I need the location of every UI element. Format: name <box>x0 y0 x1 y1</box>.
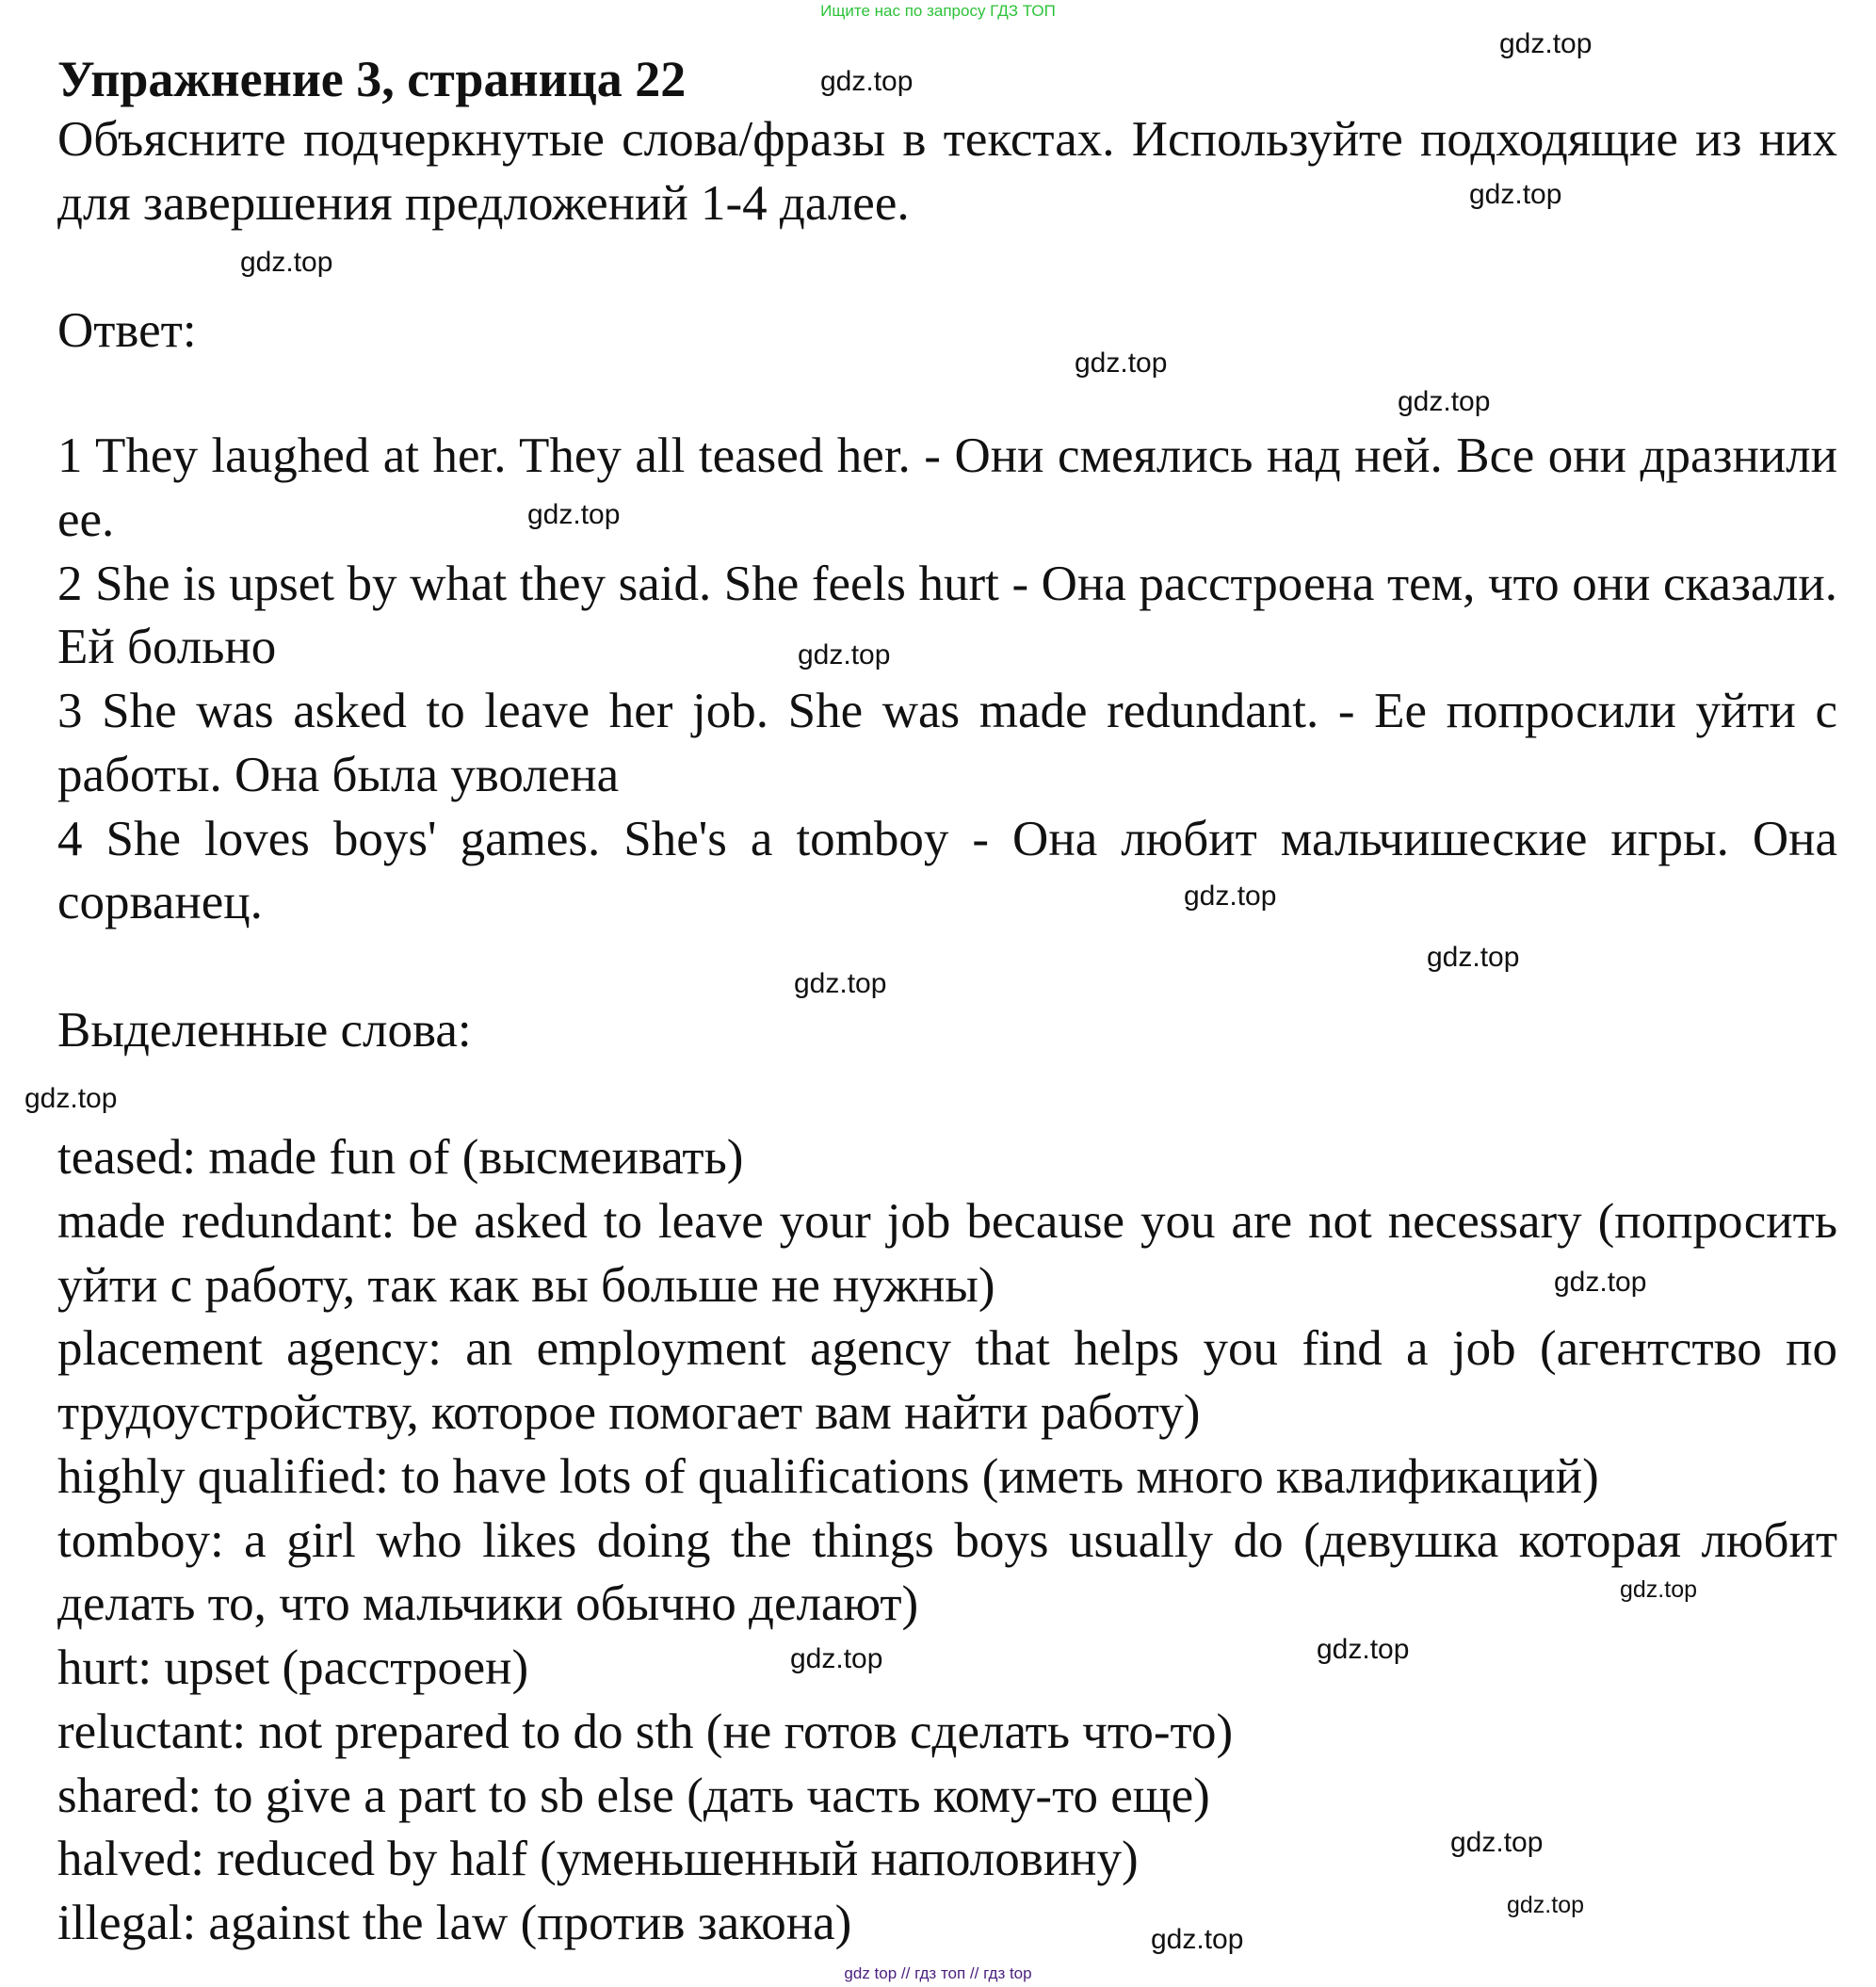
watermark: gdz.top <box>1184 880 1277 912</box>
instruction-text: Объясните подчеркнутые слова/фразы в текстах. Используйте подходящие из них для завершения предложений 1-4 далее. <box>57 112 1837 231</box>
bottom-banner: gdz top // гдз топ // гдз top <box>844 1964 1032 1982</box>
watermark: gdz.top <box>1554 1267 1647 1298</box>
watermark: gdz.top <box>798 639 891 670</box>
top-banner: Ищите нас по запросу ГДЗ ТОП <box>820 2 1056 20</box>
answer-label-text: Ответ: <box>57 303 197 358</box>
watermark: gdz.top <box>1151 1924 1244 1955</box>
definition-item: highly qualified: to have lots of qualifications (иметь много квалификаций) <box>57 1448 1599 1504</box>
definition-item: teased: made fun of (высмеивать) <box>57 1130 744 1185</box>
watermark: gdz.top <box>1075 347 1168 379</box>
definition-item: made redundant: be asked to leave your job because you are not necessary (попросить уйти с работу, так как вы больше не нужны) <box>57 1193 1837 1313</box>
answer-item: 4 She loves boys' games. She's a tomboy - Она любит мальчишеские игры. Она сорванец. <box>57 811 1837 930</box>
instruction <box>57 108 1837 236</box>
watermark: gdz.top <box>794 968 887 999</box>
definition-item: illegal: against the law (против закона) <box>57 1896 852 1950</box>
watermark: gdz.top <box>1507 1892 1585 1918</box>
definition-item: shared: to give a part to sb else (дать часть кому-то еще) <box>57 1768 1210 1823</box>
watermark: gdz.top <box>820 66 914 97</box>
watermark: gdz.top <box>240 247 333 278</box>
answer-item: 2 She is upset by what they said. She feels hurt - Она расстроена тем, что они сказали. Ей больно <box>57 556 1837 675</box>
highlighted-label-text: Выделенные слова: <box>57 1003 472 1058</box>
definition-item: placement agency: an employment agency that helps you find a job (агентство по трудоустройству, которое помогает вам найти работу) <box>57 1321 1837 1440</box>
watermark: gdz.top <box>1450 1827 1544 1858</box>
watermark: gdz.top <box>1499 28 1593 59</box>
watermark: gdz.top <box>1427 942 1520 973</box>
watermark: gdz.top <box>1317 1634 1410 1665</box>
page-title: Упражнение 3, страница 22 <box>57 51 687 107</box>
definitions-list <box>57 1126 1837 1956</box>
definition-item: hurt: upset (расстроен) <box>57 1640 529 1695</box>
watermark: gdz.top <box>790 1643 883 1674</box>
answer-item: 3 She was asked to leave her job. She was made redundant. - Ее попросили уйти с работы. Она была уволена <box>57 684 1837 802</box>
answers-list <box>57 425 1837 935</box>
watermark: gdz.top <box>24 1083 118 1114</box>
highlighted-label <box>57 999 1837 1063</box>
definition-item: reluctant: not prepared to do sth (не готов сделать что-то) <box>57 1704 1234 1759</box>
watermark: gdz.top <box>1398 386 1491 417</box>
watermark: gdz.top <box>1469 179 1562 210</box>
answer-item: 1 They laughed at her. They all teased her. - Они смеялись над ней. Все они дразнили ее. <box>57 428 1837 547</box>
watermark: gdz.top <box>1620 1576 1698 1603</box>
watermark: gdz.top <box>527 499 621 530</box>
definition-item: halved: reduced by half (уменьшенный наполовину) <box>57 1832 1139 1887</box>
answer-label <box>57 299 1837 363</box>
definition-item: tomboy: a girl who likes doing the things boys usually do (девушка которая любит делать то, что мальчики обычно делают) <box>57 1512 1837 1632</box>
